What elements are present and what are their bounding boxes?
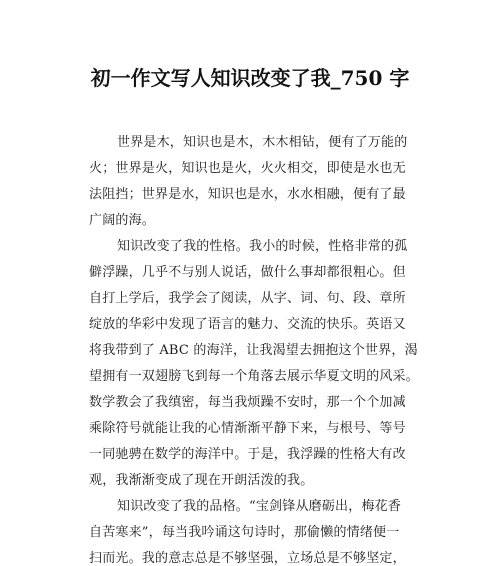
text-line: 自打上学后，我学会了阅读，从字、词、句、段、章所: [89, 291, 406, 306]
text-line: 观，我渐渐变成了现在开朗活泼的我。: [89, 473, 314, 488]
text-line: 广阔的海。: [89, 213, 156, 228]
text-line: 数学教会了我缜密，每当我烦躁不安时，那一个个加减: [89, 395, 406, 410]
text-line: 世界是木，知识也是木，木木相钻，便有了万能的: [117, 135, 408, 150]
text-line: 乘除符号就能让我的心情渐渐平静下来，与根号、等号: [89, 421, 406, 436]
text-line: 将我带到了 ABC 的海洋，让我渴望去拥抱这个世界，渴: [89, 343, 418, 358]
document-title: 初一作文写人知识改变了我_750 字: [90, 66, 410, 90]
text-line: 知识改变了我的品格。“宝剑锋从磨砺出，梅花香: [117, 499, 402, 514]
text-line: 自苦寒来”，每当我吟诵这句诗时，那偷懒的情绪便一: [89, 525, 400, 540]
text-line: 法阻挡；世界是水，知识也是水，水水相融，便有了最: [89, 187, 406, 202]
text-line: 绽放的华彩中发现了语言的魅力、交流的快乐。英语又: [89, 317, 406, 332]
document-body: [89, 130, 420, 566]
text-line: 望拥有一双翅膀飞到每一个角落去展示华夏文明的风采。: [89, 369, 420, 384]
text-line: 扫而光。我的意志总是不够坚强，立场总是不够坚定，: [89, 551, 406, 566]
text-line: 一同驰骋在数学的海洋中。于是，我浮躁的性格大有改: [89, 447, 406, 462]
text-line: 知识改变了我的性格。我小的时候，性格非常的孤: [117, 239, 408, 254]
text-line: 僻浮躁，几乎不与别人说话，做什么事却都很粗心。但: [89, 265, 406, 280]
text-line: 火；世界是火，知识也是火，火火相交，即使是水也无: [89, 161, 406, 176]
